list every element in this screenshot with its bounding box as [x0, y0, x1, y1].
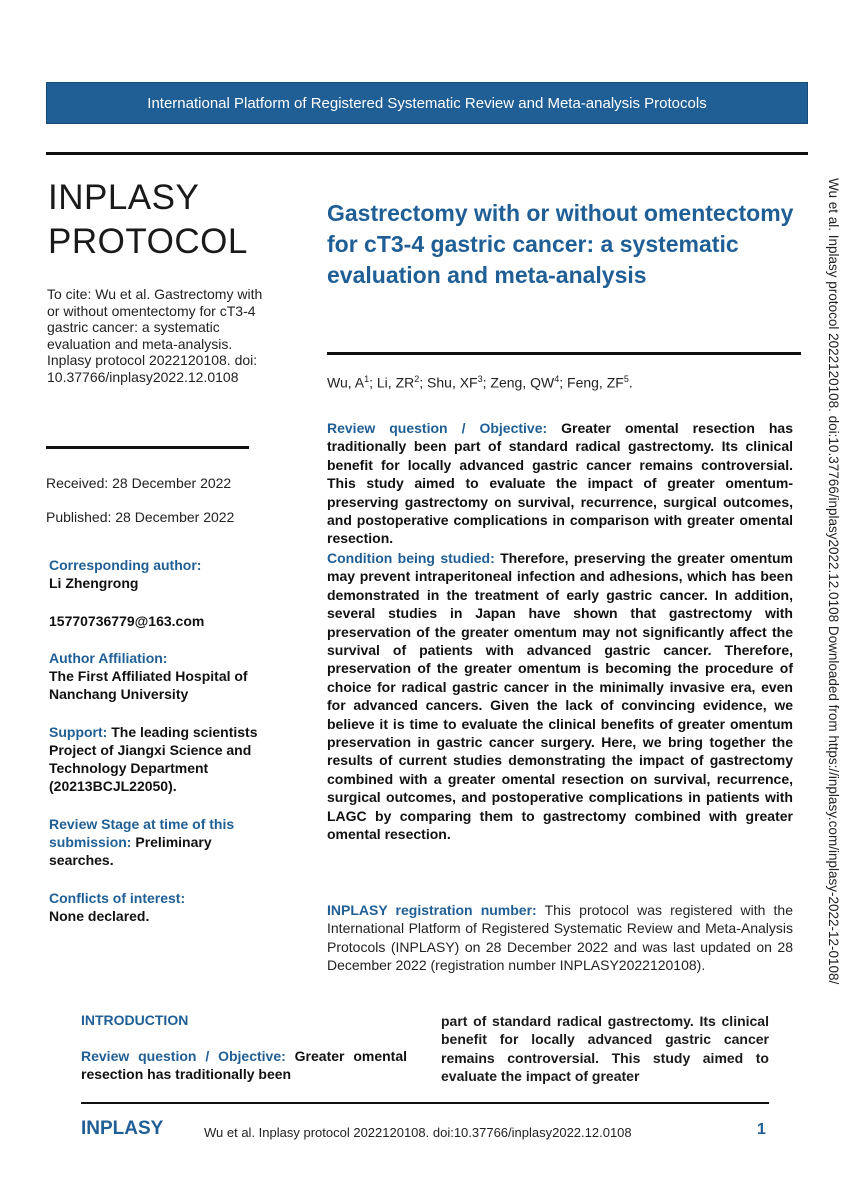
conflicts-label: Conflicts of interest: — [49, 890, 186, 906]
condition-text: Therefore, preserving the greater omentum may prevent intraperitoneal infection and adhesions, which has been demonstrated in the treatment of early gastric cancer. In addition, several studies in Japan have shown that gastrectomy with preservation of the greater omentum may not significantly affect the survival of patients with advanced gastric cancer. Therefore, preservation of the greater omentum is becoming the procedure of choice for radical gastric cancer in the minimally invasive era, even for advanced cancers. Given the lack of convincing evidence, we believe it is time to evaluate the clinical benefits of greater omentum preservation in gastric cancer surgery. Here, we bring together the results of current studies demonstrating the impact of gastrectomy combined with a greater omental resection on survival, recurrence, surgical outcomes, and postoperative complications in patients with LAGC by comparing them to gastrectomy combined with greater omental resection. — [327, 550, 793, 843]
condition-paragraph — [327, 549, 793, 844]
protocol-heading-line2: PROTOCOL — [48, 222, 248, 261]
support-label: Support: — [49, 724, 108, 740]
author-sup: 1 — [364, 374, 370, 384]
protocol-heading-line1: INPLASY — [48, 178, 200, 217]
platform-banner — [46, 82, 808, 124]
paper-title: Gastrectomy with or without omentectomy for cT3-4 gastric cancer: a systematic evaluation and meta-analysis — [327, 200, 794, 288]
affiliation-value: The First Affiliated Hospital of Nanchang University — [49, 668, 248, 702]
author-sup: 2 — [414, 374, 420, 384]
support-value: The leading scientists Project of Jiangxi Science and Technology Department (20213BCJL22050). — [49, 724, 258, 794]
registration-label: INPLASY registration number: — [327, 902, 537, 918]
author-affiliation — [49, 649, 299, 703]
author-list: Wu, $A^1$; Li, $ZR^2$; Shu, $XF^3$; Zeng, $QW^4$; Feng, $ZF^5$. — [327, 374, 633, 391]
citation: To cite: Wu et al. Gastrectomy with or without omentectomy for cT3-4 gastric cancer: a systematic evaluation and meta-analysis. Inplasy protocol 2022120108. doi: 10.37766/inplasy2022.12.0108 — [47, 286, 263, 385]
corresponding-email[interactable]: 15770736779@163.com — [49, 613, 205, 629]
support-block — [49, 723, 289, 795]
conflicts-value: None declared. — [49, 908, 150, 924]
footer-brand: INPLASY — [81, 1118, 164, 1139]
page-number: 1 — [757, 1121, 766, 1138]
received-date: Received: 28 December 2022 — [46, 475, 232, 491]
protocol-heading — [48, 176, 298, 264]
corresponding-label: Corresponding author: — [49, 557, 202, 573]
review-stage — [49, 815, 274, 869]
top-divider — [46, 152, 808, 155]
corresponding-name: Li Zhengrong — [49, 575, 139, 591]
intro-left-text: Greater omental resection has traditionally been — [81, 1048, 408, 1083]
condition-label: Condition being studied: — [327, 550, 495, 566]
affiliation-label: Author Affiliation: — [49, 650, 168, 666]
footer-citation: Wu et al. Inplasy protocol 2022120108. doi:10.37766/inplasy2022.12.0108 — [204, 1125, 632, 1140]
stage-label: Review Stage at time of this submission: — [49, 816, 235, 850]
registration-text: This protocol was registered with the International Platform of Registered Systematic Review and Meta-Analysis Protocols (INPLASY) on 28 December 2022 and was last updated on 28 December 2022 (registration number INPLASY2022120108). — [327, 902, 794, 974]
published-date: Published: 28 December 2022 — [46, 509, 235, 525]
vertical-download-note: Wu et al. Inplasy protocol 2022120108. doi:10.37766/inplasy2022.12.0108 Downloaded from https://inplasy.com/inplasy-2022-12-0108/ — [826, 178, 841, 985]
author-sup: 3 — [477, 374, 483, 384]
author: Li, ZR — [376, 374, 415, 391]
corresponding-author — [49, 556, 299, 592]
sidebar-divider — [46, 446, 249, 449]
author: Zeng, QW — [490, 374, 555, 391]
conflicts-block — [49, 889, 299, 925]
intro-left-column — [81, 1047, 407, 1084]
banner-text: International Platform of Registered Systematic Review and Meta-analysis Protocols — [147, 94, 707, 112]
introduction-heading: INTRODUCTION — [81, 1012, 189, 1028]
stage-value: Preliminary searches. — [49, 834, 212, 868]
footer-divider — [81, 1102, 769, 1104]
author-sup: 4 — [554, 374, 560, 384]
objective-label: Review question / Objective: — [327, 420, 548, 436]
objective-paragraph — [327, 419, 793, 548]
author: Wu, A — [327, 374, 365, 391]
registration-paragraph — [327, 901, 793, 975]
author: Feng, ZF — [567, 374, 624, 391]
title-divider — [327, 352, 801, 355]
objective-text: Greater omental resection has traditionally been part of standard radical gastrectomy. Its clinical benefit for locally advanced gastric cancer remains controversial. This study aimed to evaluate the impact of greater omentum-preserving gastrectomy on survival, recurrence, surgical outcomes, and postoperative complications in comparison with greater omental resection. — [327, 420, 794, 547]
author: Shu, XF — [427, 374, 478, 391]
intro-objective-label: Review question / Objective: — [81, 1048, 286, 1064]
author-sup: 5 — [623, 374, 629, 384]
intro-right-column: part of standard radical gastrectomy. Its clinical benefit for locally advanced gastric cancer remains controversial. This study aimed to evaluate the impact of greater — [441, 1013, 769, 1085]
